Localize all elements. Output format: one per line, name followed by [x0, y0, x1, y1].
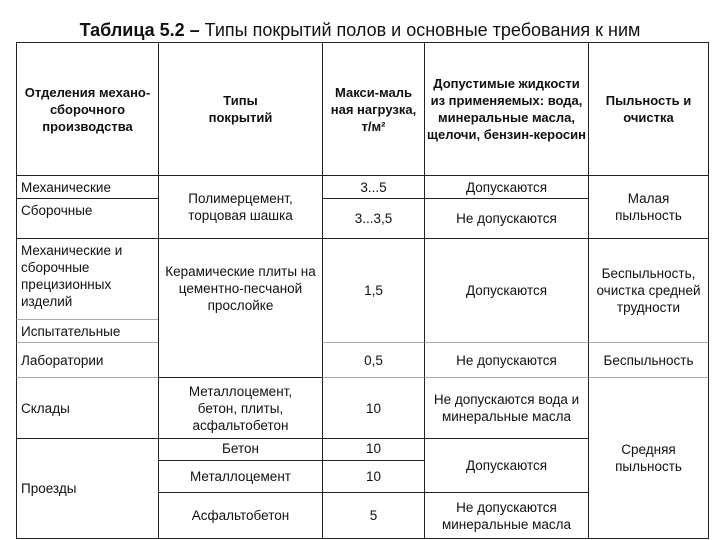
liquids-cell	[424, 198, 589, 239]
load-text: 3...3,5	[354, 211, 393, 226]
load-cell	[322, 175, 425, 199]
dept-cell	[16, 438, 159, 539]
liquids-text: Допускаются	[465, 458, 548, 473]
header-liquids	[424, 42, 589, 176]
load-cell	[322, 460, 425, 493]
load-text: 10	[365, 469, 382, 484]
header-coverings	[158, 42, 323, 176]
load-text: 0,5	[364, 352, 383, 368]
header-text: Пыльность и очистка	[605, 93, 692, 125]
table-title	[0, 20, 720, 41]
header-text: Допустимые жидкости из применяемых: вода, минеральные масла, щелочи, бензин-керосин	[427, 76, 586, 142]
covering-text: Бетон	[222, 441, 259, 456]
table-number: Таблица 5.2 –	[79, 20, 200, 40]
dept-cell	[16, 238, 159, 320]
dept-text: Проезды	[21, 481, 77, 496]
load-text: 10	[365, 441, 382, 456]
header-text: Отделения механо-сборочного производства	[24, 84, 151, 134]
liquids-text: Допускаются	[465, 180, 548, 195]
header-text: Типы покрытий	[208, 93, 273, 125]
load-cell	[322, 198, 425, 239]
load-cell	[322, 377, 425, 439]
load-text: 3...5	[360, 180, 387, 195]
liquids-text: Не допускаются минеральные масла	[441, 499, 572, 532]
header-dust	[588, 42, 709, 176]
dept-text: Склады	[21, 400, 70, 416]
header-load	[322, 42, 425, 176]
load-cell	[322, 238, 425, 343]
liquids-cell	[424, 377, 589, 439]
dept-cell	[16, 342, 159, 378]
covering-cell	[158, 175, 323, 239]
dept-cell	[16, 198, 159, 239]
header-departments	[16, 42, 159, 176]
covering-cell	[158, 377, 323, 439]
covering-cell	[158, 238, 323, 378]
covering-cell	[158, 438, 323, 461]
liquids-text: Не допускаются вода и минеральные масла	[433, 392, 580, 424]
table-caption: Типы покрытий полов и основные требования к ним	[199, 20, 641, 40]
load-cell	[322, 342, 425, 378]
load-text: 5	[369, 508, 378, 523]
header-text: Макси-маль ная нагрузка, т/м²	[330, 84, 417, 134]
load-cell	[322, 438, 425, 461]
dept-text: Лаборатории	[21, 352, 104, 368]
dept-text: Механические и сборочные прецизионных изделий	[21, 243, 123, 309]
dept-cell	[16, 377, 159, 439]
dust-cell	[588, 377, 709, 539]
covering-text: Керамические плиты на цементно-песчаной прослойке	[165, 264, 316, 313]
liquids-cell	[424, 342, 589, 378]
dust-text: Беспыльность	[603, 352, 694, 368]
covering-text: Асфальтобетон	[191, 508, 290, 523]
covering-cell	[158, 460, 323, 493]
dept-text: Сборочные	[21, 203, 93, 218]
dept-cell	[16, 175, 159, 199]
load-text: 10	[365, 400, 382, 416]
liquids-text: Не допускаются	[456, 211, 557, 226]
liquids-text: Не допускаются	[456, 352, 557, 368]
load-cell	[322, 492, 425, 539]
load-text: 1,5	[364, 283, 383, 298]
dust-cell	[588, 342, 709, 378]
covering-cell	[158, 492, 323, 539]
covering-text: Полимерцемент, торцовая шашка	[188, 191, 293, 223]
covering-text: Металлоцемент, бетон, плиты, асфальтобетон	[188, 383, 293, 433]
liquids-cell	[424, 438, 589, 493]
dust-cell	[588, 175, 709, 239]
covering-text: Металлоцемент	[190, 469, 291, 484]
dust-cell	[588, 238, 709, 343]
liquids-cell	[424, 238, 589, 343]
dept-text: Испытательные	[21, 323, 121, 339]
dust-text: Малая пыльность	[615, 191, 682, 223]
liquids-cell	[424, 492, 589, 539]
dept-cell	[16, 319, 159, 343]
dust-text: Беспыльность, очистка средней трудности	[596, 266, 701, 315]
dust-text: Средняя пыльность	[615, 442, 682, 474]
dept-text: Механические	[21, 180, 111, 195]
liquids-text: Допускаются	[465, 283, 548, 298]
liquids-cell	[424, 175, 589, 199]
